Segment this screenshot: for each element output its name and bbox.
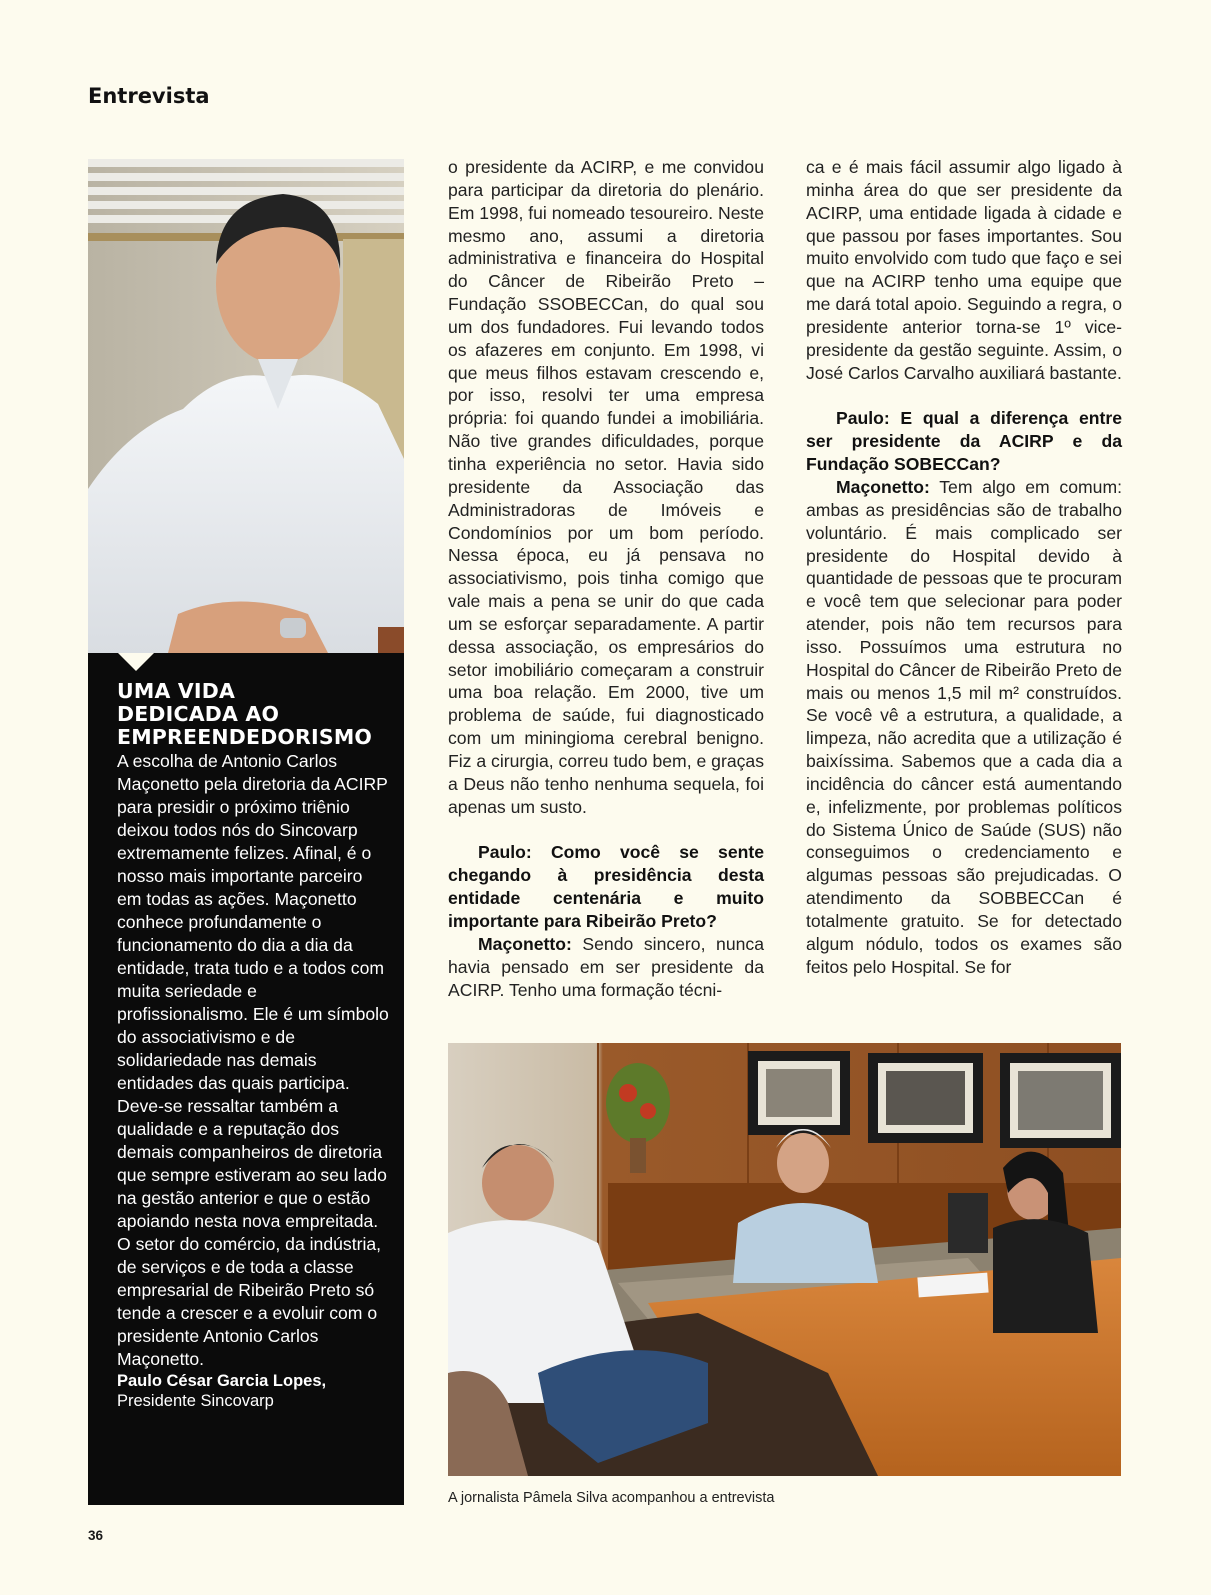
text-column-3 — [806, 156, 1122, 979]
sidebar-title — [117, 680, 389, 749]
sidebar-signature — [117, 1371, 389, 1411]
signature-role: Presidente Sincovarp — [117, 1392, 274, 1410]
interview-question: Paulo: Como você se sente chegando à presidência desta entidade centenária e muito importante para Ribeirão Preto? — [448, 842, 764, 931]
answer-text: Sendo sincero, nunca havia pensado em ser presidente da ACIRP. Tenho uma formação técni- — [448, 933, 764, 1000]
paragraph: ca e é mais fácil assumir algo ligado à minha área do que ser presidente da ACIRP, uma entidade ligada à cidade e que passou por fases importantes. Sou muito envolvido com tudo que faço e sei que na ACIRP tenho uma equipe que me dará total apoio. Seguindo a regra, o presidente anterior torna-se 1º vice-presidente da gestão seguinte. Assim, o José Carlos Carvalho auxiliará bastante. — [806, 157, 1122, 383]
answer-speaker: Maçonetto: — [836, 476, 930, 497]
page-number: 36 — [88, 1528, 104, 1543]
section-label: Entrevista — [88, 84, 210, 108]
sidebar-title-line: EMPREENDEDORISMO — [117, 725, 373, 749]
signature-name: Paulo César Garcia Lopes, — [117, 1372, 327, 1390]
answer-text: Tem algo em comum: ambas as presidências são de trabalho voluntário. É mais complicado ser presidente do Hospital devido à quantidade de pessoas que te procuram e você tem que selecionar para poder atender, pois não tem recursos para isso. Possuímos uma estrutura no Hospital do Câncer de Ribeirão Preto de mais ou menos 1,5 mil m² construídos. Se você vê a estrutura, a qualidade, a limpeza, não acredita que a utilização é baixíssima. Sabemos que a cada dia a incidência do câncer está aumentando e, infelizmente, por problemas políticos do Sistema Único de Saúde (SUS) não conseguimos o credenciamento e algumas pessoas são prejudicadas. O atendimento da SOBBECCan é totalmente gratuito. Se for detectado algum nódulo, todos os exames são feitos pelo Hospital. Se for — [806, 476, 1122, 977]
interview-photo — [448, 1043, 1121, 1476]
portrait-photo — [88, 159, 404, 653]
paragraph: o presidente da ACIRP, e me convidou para participar da diretoria do plenário. Em 1998, fui nomeado tesoureiro. Neste mesmo ano, assumi a diretoria administrativa e financeira do Hospital do Câncer de Ribeirão Preto – Fundação SSOBECCan, do qual sou um dos fundadores. Fui levando todos os afazeres em conjunto. Em 1998, vi que meus filhos estavam crescendo e, por isso, resolvi ter uma empresa própria: foi quando fundei a imobiliária. Não tive grandes dificuldades, porque tinha experiência no setor. Havia sido presidente da Associação das Administradoras de Imóveis e Condomínios por um bom período. Nessa época, eu já pensava no associativismo, pois tinha comigo que vale mais a pena se unir do que cada um se esforçar separadamente. A partir dessa associação, os empresários do setor imobiliário começaram a construir uma boa relação. Em 2000, tive um problema de saúde, fui diagnosticado com um miningioma cerebral benigno. Fiz a cirurgia, correu tudo bem, e graças a Deus não tenho nenhuma sequela, foi apenas um susto. — [448, 157, 764, 817]
sidebar-title-line: UMA VIDA — [117, 679, 236, 703]
answer-speaker: Maçonetto: — [478, 933, 572, 954]
photo-caption: A jornalista Pâmela Silva acompanhou a entrevista — [448, 1490, 775, 1506]
interview-question: Paulo: E qual a diferença entre ser presidente da ACIRP e da Fundação SOBECCan? — [806, 408, 1122, 475]
text-column-2 — [448, 156, 764, 1001]
interview-answer — [448, 933, 764, 1002]
sidebar-notch — [118, 653, 154, 671]
sidebar-title-line: DEDICADA AO — [117, 702, 280, 726]
sidebar-box — [88, 653, 404, 1505]
sidebar-body: A escolha de Antonio Carlos Maçonetto pela diretoria da ACIRP para presidir o próximo triênio deixou todos nós do Sincovarp extremamente felizes. Afinal, é o nosso mais importante parceiro em todas as ações. Maçonetto conhece profundamente o funcionamento do dia a dia da entidade, trata tudo e a todos com muita seriedade e profissionalismo. Ele é um símbolo do associativismo e de solidariedade nas demais entidades das quais participa. Deve-se ressaltar também a qualidade e a reputação dos demais companheiros de diretoria que sempre estiveram ao seu lado na gestão anterior e que o estão apoiando nesta nova empreitada. O setor do comércio, da indústria, de serviços e de toda a classe empresarial de Ribeirão Preto só tende a crescer e a evoluir com o presidente Antonio Carlos Maçonetto. — [117, 751, 389, 1369]
interview-answer — [806, 476, 1122, 979]
